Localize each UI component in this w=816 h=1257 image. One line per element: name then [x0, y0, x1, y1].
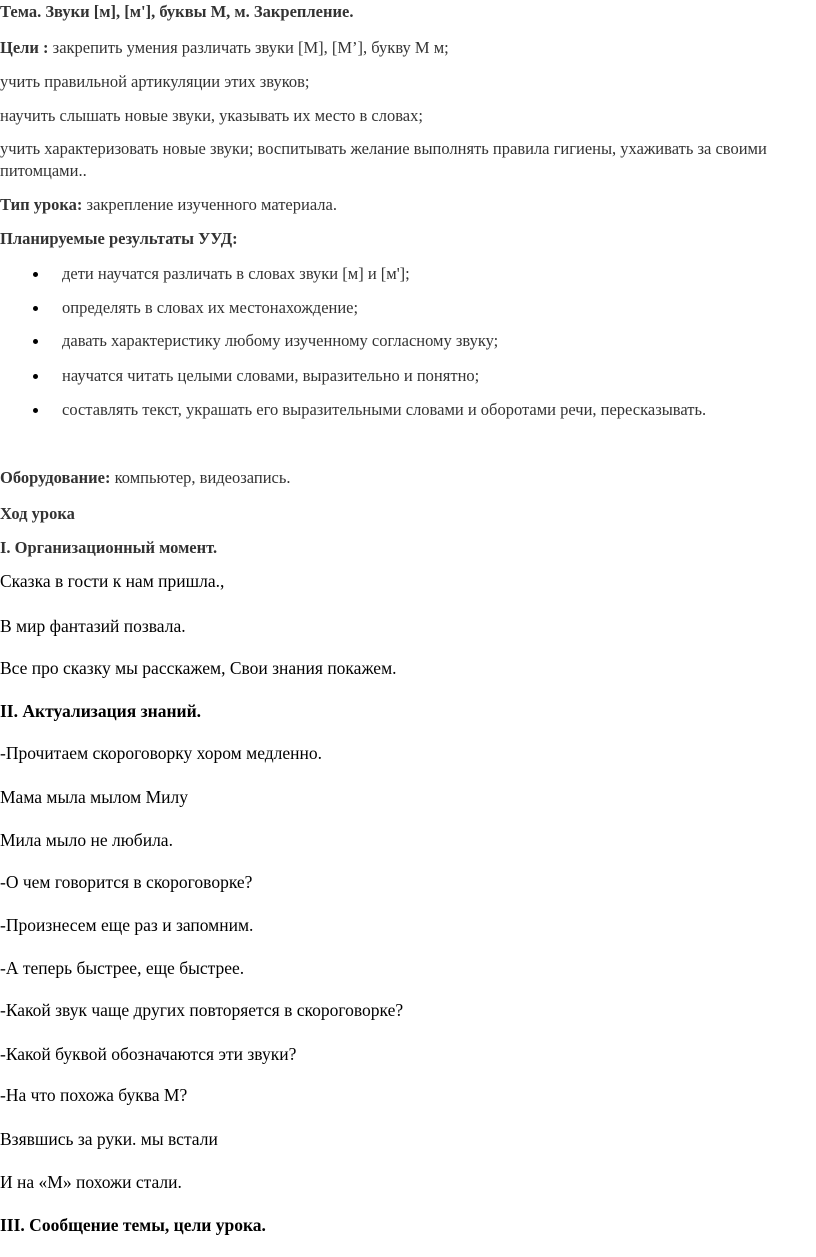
dialogue-line: Мила мыло не любила.	[0, 830, 173, 850]
lesson-flow-heading: Ход урока	[0, 504, 75, 523]
bullet-icon	[33, 272, 38, 277]
results-heading: Планируемые результаты УУД:	[0, 229, 238, 248]
results-list-item	[0, 365, 810, 387]
dialogue-line: -Какой звук чаще других повторяется в скороговорке?	[0, 1000, 404, 1020]
section-heading-3: III. Сообщение темы, цели урока.	[0, 1215, 266, 1235]
equipment-line	[0, 467, 810, 489]
topic-label: Тема.	[0, 2, 42, 21]
dialogue-line: -А теперь быстрее, еще быстрее.	[0, 958, 245, 978]
dialogue-line: -На что похожа буква М?	[0, 1085, 188, 1105]
results-item-text: дети научатся различать в словах звуки [м] и [м'];	[62, 264, 410, 283]
section-heading-2: II. Актуализация знаний.	[0, 701, 202, 721]
dialogue-line: И на «М» похожи стали.	[0, 1172, 182, 1192]
dialogue-line: -Произнесем еще раз и запомним.	[0, 915, 254, 935]
goals-line	[0, 37, 810, 59]
goals-text-2: учить правильной артикуляции этих звуков;	[0, 72, 310, 91]
lesson-type-line	[0, 194, 810, 216]
results-list-item	[0, 263, 810, 285]
dialogue-line: Мама мыла мылом Милу	[0, 787, 188, 807]
results-item-text: определять в словах их местонахождение;	[62, 298, 359, 317]
lesson-type-label: Тип урока:	[0, 195, 83, 214]
equipment-label: Оборудование:	[0, 468, 111, 487]
poem-line: Все про сказку мы расскажем, Свои знания покажем.	[0, 658, 397, 678]
results-list-item	[0, 399, 810, 421]
goals-text-3: научить слышать новые звуки, указывать их место в словах;	[0, 106, 423, 125]
bullet-icon	[33, 306, 38, 311]
results-item-text: составлять текст, украшать его выразительными словами и оборотами речи, пересказывать.	[62, 400, 707, 419]
dialogue-line: Взявшись за руки. мы встали	[0, 1129, 218, 1149]
section-heading-1: I. Организационный момент.	[0, 538, 218, 557]
bullet-icon	[33, 408, 38, 413]
dialogue-line: -О чем говорится в скороговорке?	[0, 872, 253, 892]
goals-text-4: учить характеризовать новые звуки; воспитывать желание выполнять правила гигиены, ухаживать за своими питомцами..	[0, 139, 767, 180]
lesson-type-text: закрепление изученного материала.	[82, 195, 337, 214]
results-item-text: давать характеристику любому изученному согласному звуку;	[62, 331, 499, 350]
bullet-icon	[33, 339, 38, 344]
poem-line: В мир фантазий позвала.	[0, 616, 186, 636]
goals-label: Цели :	[0, 38, 49, 57]
results-item-text: научатся читать целыми словами, выразительно и понятно;	[62, 366, 480, 385]
poem-line: Сказка в гости к нам пришла.,	[0, 571, 225, 591]
results-list-item	[0, 330, 810, 352]
goals-text-1: закрепить умения различать звуки [М], [М’], букву М м;	[48, 38, 449, 57]
topic-text: Звуки [м], [м'], буквы М, м. Закрепление.	[45, 2, 354, 21]
topic-line	[0, 1, 810, 23]
results-list-item	[0, 297, 810, 319]
equipment-text: компьютер, видеозапись.	[110, 468, 291, 487]
dialogue-line: -Какой буквой обозначаются эти звуки?	[0, 1044, 297, 1064]
bullet-icon	[33, 374, 38, 379]
dialogue-line: -Прочитаем скороговорку хором медленно.	[0, 743, 322, 763]
